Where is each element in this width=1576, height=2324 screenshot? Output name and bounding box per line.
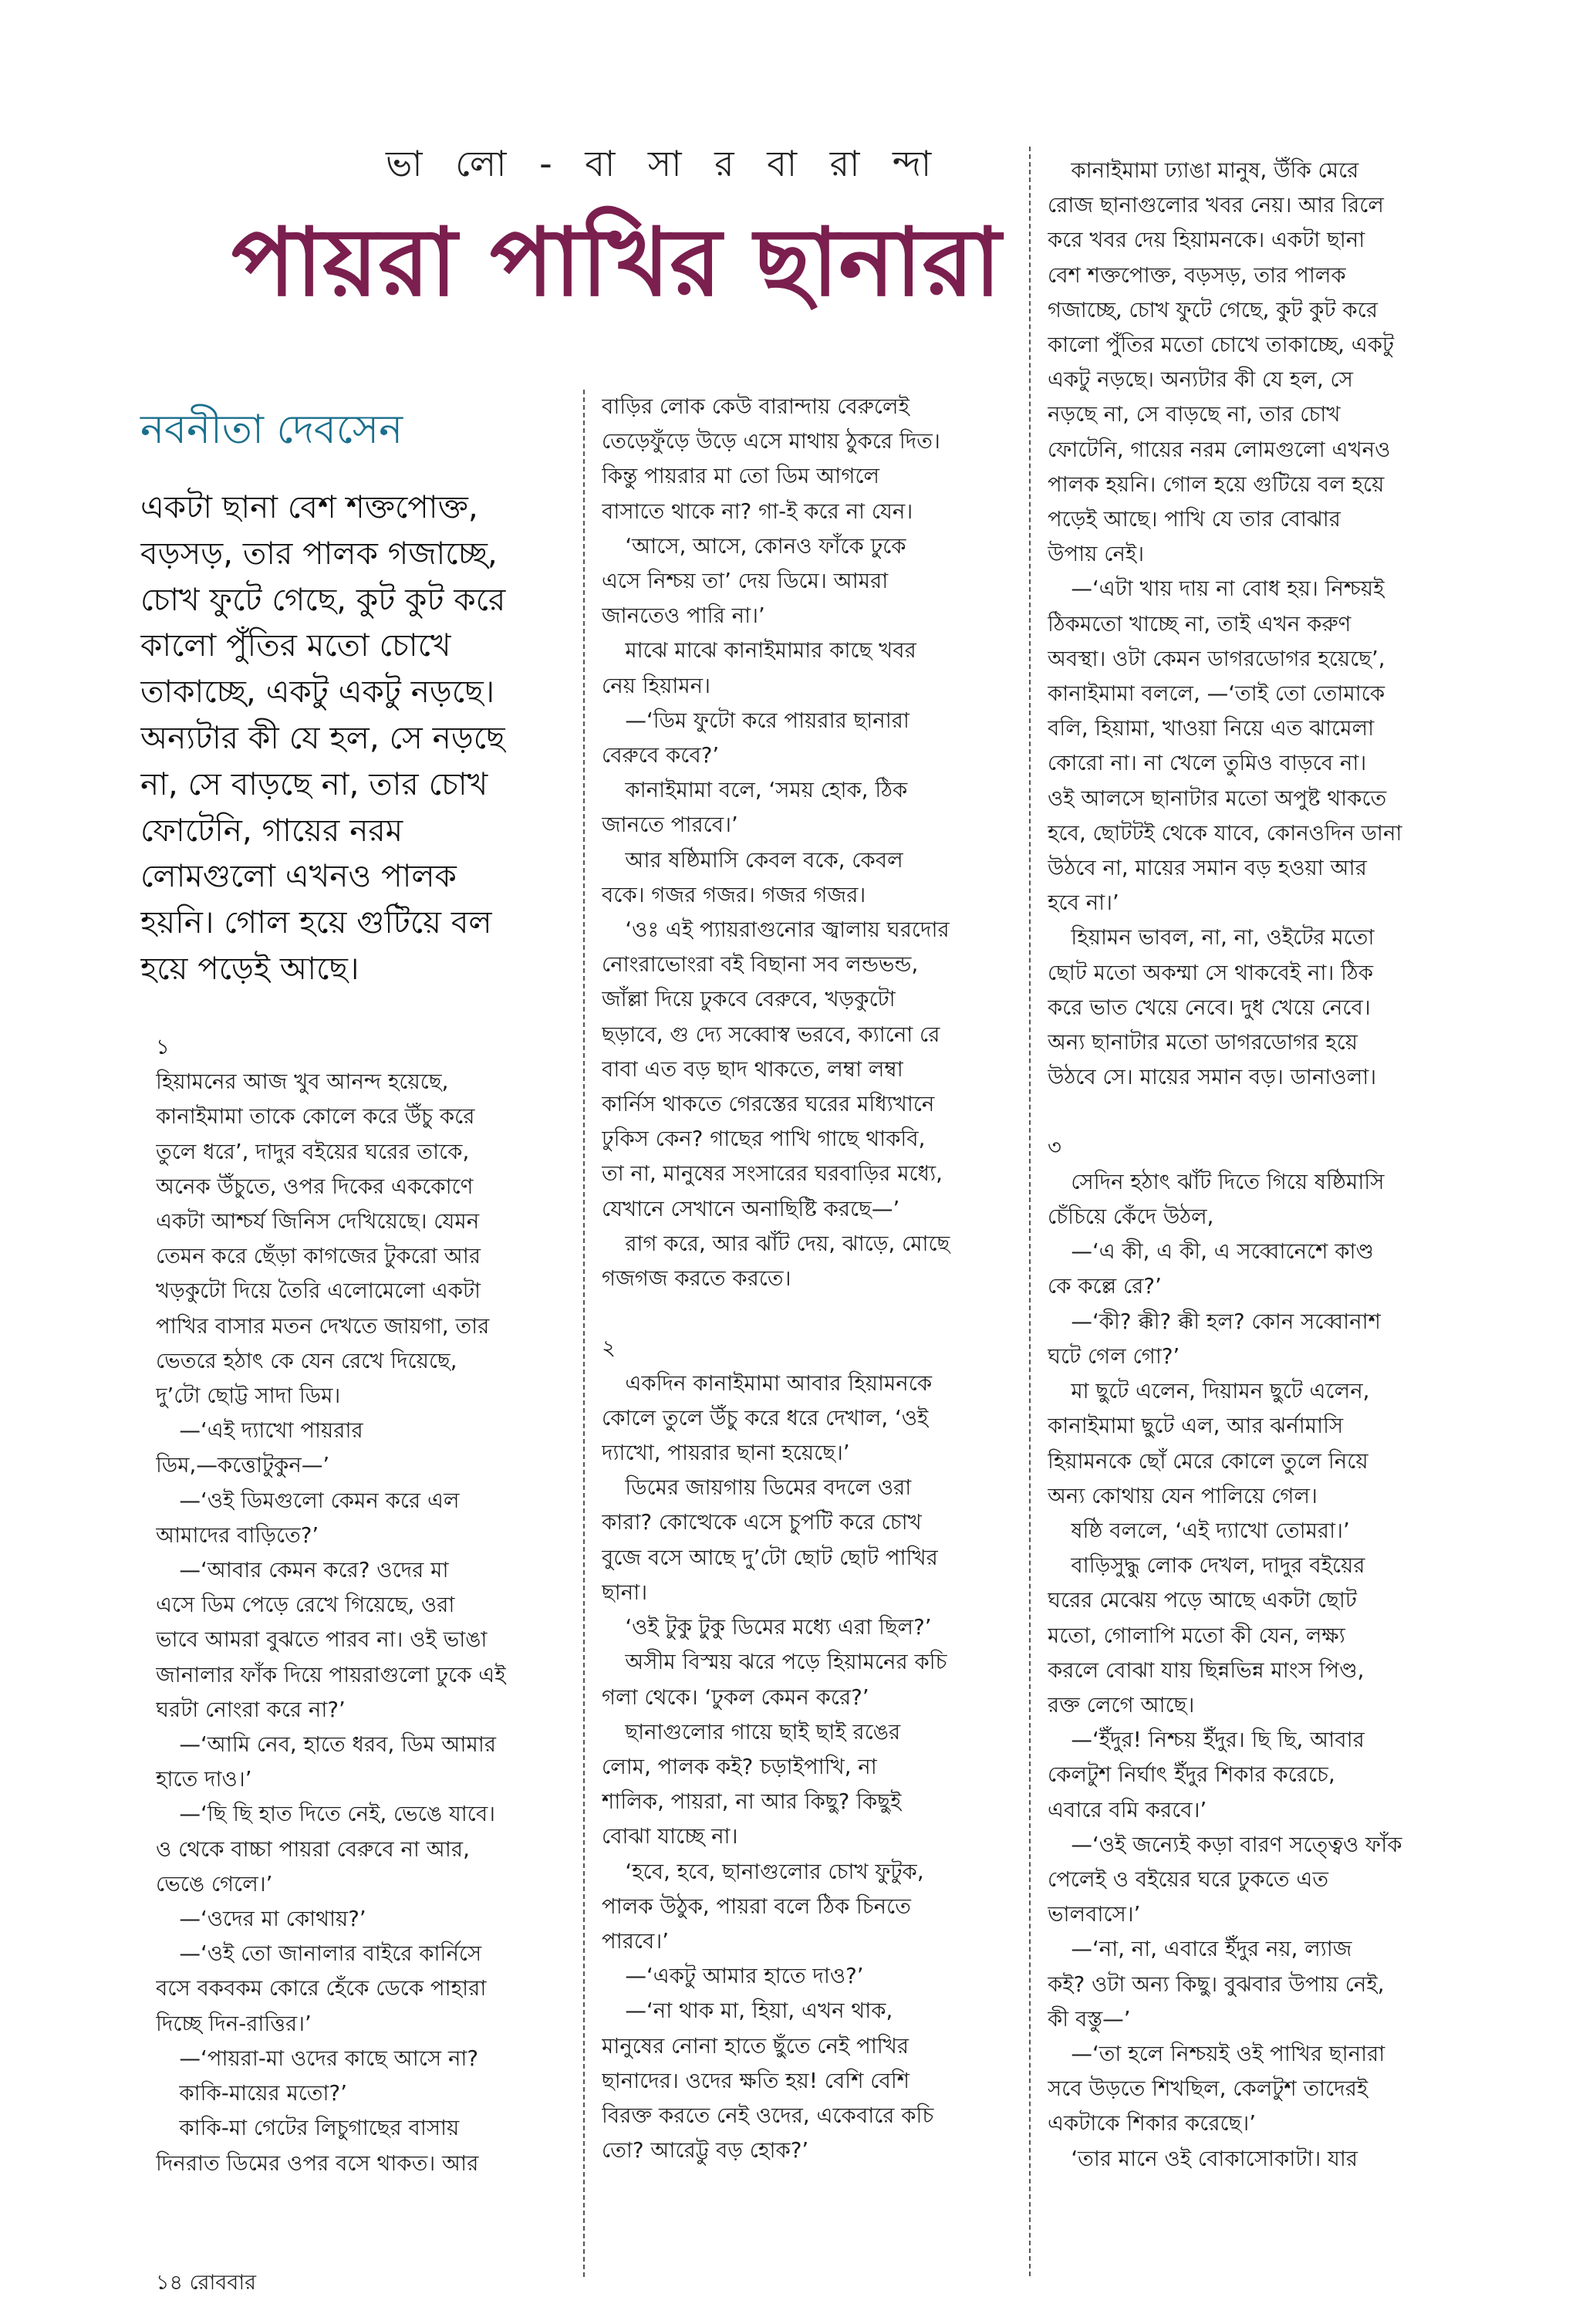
magazine-name: রোববার (189, 2271, 257, 2295)
column-divider (583, 390, 585, 2277)
text-line: অবস্থা। ওটা কেমন ডাগরডোগর হয়েছে’, (1048, 645, 1385, 671)
text-line: করে ভাত খেয়ে নেবে। দুধ খেয়ে নেবে। (1048, 994, 1371, 1020)
text-line: এবারে বমি করবে।’ (1048, 1796, 1207, 1822)
text-line: অন্য ছানাটার মতো ডাগরডোগর হয়ে (1048, 1029, 1358, 1056)
text-line: খড়কুটো দিয়ে তৈরি এলোমেলো একটা (156, 1278, 481, 1304)
text-line: কালো পুঁতির মতো চোখে তাকাচ্ছে, একটু (1048, 332, 1395, 358)
text-line: বাড়ির লোক কেউ বারান্দায় বেরুলেই (602, 394, 909, 419)
text-line: গলা থেকে। ‘ঢুকল কেমন করে?’ (602, 1684, 869, 1710)
text-line: হিয়ামনের আজ খুব আনন্দ হয়েছে, (156, 1069, 449, 1095)
text-line: তুলে ধরে’, দাদুর বইয়ের ঘরের তাকে, (156, 1138, 470, 1164)
text-line: ঘরটা নোংরা করে না?’ (156, 1696, 346, 1722)
text-line: ভাবে আমরা বুঝতে পারব না। ওই ভাঙা (156, 1626, 488, 1653)
text-line: রাগ করে, আর ঝাঁট দেয়, ঝাড়ে, মোছে (625, 1230, 950, 1256)
text-line: তা না, মানুষের সংসারের ঘরবাড়ির মধ্যে, (602, 1160, 943, 1187)
text-column-1 (156, 1029, 572, 2180)
text-line: ভেঙে গেলে।’ (156, 1870, 273, 1897)
text-line: কে কল্লে রে?’ (1048, 1273, 1162, 1299)
text-line: রক্ত লেগে আছে। (1048, 1691, 1195, 1718)
intro-line: হয়ে পড়েই আছে। (140, 949, 359, 987)
text-line: কী বস্তু—’ (1048, 2005, 1131, 2032)
text-line: জানালার ফাঁক দিয়ে পায়রাগুলো ঢুকে এই (156, 1661, 506, 1687)
text-line: ঠিকমতো খাচ্ছে না, তাই এখন করুণ (1048, 610, 1352, 637)
text-line: —‘আবার কেমন করে? ওদের মা (179, 1557, 449, 1583)
text-line: কাকি-মায়ের মতো?’ (179, 2080, 347, 2106)
text-line: বাসাতে থাকে না? গা-ই করে না যেন। (602, 498, 913, 524)
text-line: আমাদের বাড়িতে?’ (156, 1522, 319, 1548)
intro-line: অন্যটার কী যে হল, সে নড়ছে (140, 718, 505, 756)
text-line: এসে নিশ্চয় তা’ দেয় ডিমে। আমরা (602, 568, 889, 594)
column-divider (1029, 147, 1031, 2276)
intro-line: চোখ ফুটে গেছে, কুট কুট করে (140, 580, 506, 618)
page-footer (156, 2267, 256, 2302)
text-line: —‘এটা খায় দায় না বোধ হয়। নিশ্চয়ই (1071, 576, 1385, 602)
text-line: গজগজ করতে করতে। (602, 1265, 791, 1292)
text-line: কোলে তুলে উঁচু করে ধরে দেখাল, ‘ওই (602, 1404, 929, 1431)
text-line: আর ষষ্ঠিমাসি কেবল বকে, কেবল (625, 846, 903, 873)
text-line: বোঝা যাচ্ছে না। (602, 1823, 738, 1849)
section-label: ভা লো - বা সা র বা রা ন্দা (386, 143, 943, 184)
text-line: একটু নড়ছে। অন্যটার কী যে হল, সে (1048, 367, 1353, 393)
article-title: পায়রা পাখির ছানারা (231, 206, 1001, 317)
text-line: ডিম,—কত্তোটুকুন—’ (156, 1452, 330, 1478)
text-line: কানাইমামা ঢ্যাঙা মানুষ, উঁকি মেরে (1071, 157, 1359, 183)
text-line: এসে ডিম পেড়ে রেখে গিয়েছে, ওরা (156, 1592, 455, 1618)
intro-line: ফোটেনি, গায়ের নরম (140, 811, 403, 849)
text-line: —‘এই দ্যাখো পায়রার (179, 1417, 363, 1444)
text-line: হবে না।’ (1048, 890, 1119, 916)
text-line: জানতেও পারি না।’ (602, 603, 765, 629)
text-line: কোরো না। না খেলে তুমিও বাড়বে না। (1048, 750, 1367, 776)
text-line: কাকি-মা গেটের লিচুগাছের বাসায় (179, 2115, 460, 2141)
text-line: দিনরাত ডিমের ওপর বসে থাকত। আর (156, 2150, 479, 2176)
text-line: শালিক, পায়রা, না আর কিছু? কিছুই (602, 1789, 902, 1815)
text-line: —‘ওই ডিমগুলো কেমন করে এল (179, 1487, 460, 1513)
text-line: বলি, হিয়ামা, খাওয়া নিয়ে এত ঝামেলা (1048, 715, 1375, 741)
text-line: পাখির বাসার মতন দেখতে জায়গা, তার (156, 1312, 490, 1339)
text-line: একদিন কানাইমামা আবার হিয়ামনকে (625, 1370, 933, 1396)
text-line: ‘তার মানে ওই বোকাসোকাটা। যার (1071, 2145, 1358, 2171)
text-line: ছড়াবে, গু দ্যে সব্বোস্ব ভরবে, ক্যানো রে (602, 1021, 940, 1047)
intro-line: হয়নি। গোল হয়ে গুটিয়ে বল (140, 904, 492, 941)
text-line: —‘ওদের মা কোথায়?’ (179, 1906, 366, 1932)
text-line: অন্য কোথায় যেন পালিয়ে গেল। (1048, 1482, 1318, 1508)
intro-line: কালো পুঁতির মতো চোখে (140, 627, 451, 664)
section-number: ১ (156, 1034, 170, 1059)
text-line: ফোটেনি, গায়ের নরম লোমগুলো এখনও (1048, 436, 1391, 462)
text-line: মা ছুটে এলেন, দিয়ামন ছুটে এলেন, (1071, 1378, 1370, 1404)
intro-line: তাকাচ্ছে, একটু একটু নড়ছে। (140, 673, 495, 711)
text-line: —‘পায়রা-মা ওদের কাছে আসে না? (179, 2045, 479, 2071)
text-line: উঠবে না, মায়ের সমান বড় হওয়া আর (1048, 855, 1367, 881)
text-line: বেরুবে কবে?’ (602, 742, 720, 768)
text-line: কেলটুশ নির্ঘাৎ ইঁদুর শিকার করেচে, (1048, 1762, 1335, 1788)
text-line: মানুষের নোনা হাতে ছুঁতে নেই পাখির (602, 2032, 909, 2059)
text-line: হিয়ামনকে ছোঁ মেরে কোলে তুলে নিয়ে (1048, 1447, 1368, 1474)
text-line: —‘ইঁদুর! নিশ্চয় ইঁদুর। ছি ছি, আবার (1071, 1727, 1365, 1753)
text-line: ‘হবে, হবে, ছানাগুলোর চোখ ফুটুক, (625, 1858, 924, 1884)
text-line: কারা? কোত্থেকে এসে চুপটি করে চোখ (602, 1509, 922, 1535)
text-line: কানাইমামা বলে, ‘সময় হোক, ঠিক (625, 777, 908, 803)
text-line: ঘরের মেঝেয় পড়ে আছে একটা ছোট (1048, 1587, 1357, 1613)
text-line: —‘ছি ছি হাত দিতে নেই, ভেঙে যাবে। (179, 1801, 496, 1827)
text-line: সেদিন হঠাৎ ঝাঁট দিতে গিয়ে ষষ্ঠিমাসি (1071, 1168, 1385, 1194)
text-line: হিয়ামন ভাবল, না, না, ওইটের মতো (1071, 924, 1375, 951)
text-line: বুজে বসে আছে দু’টো ছোট ছোট পাখির (602, 1544, 938, 1570)
text-line: জাঁল্লা দিয়ে ঢুকবে বেরুবে, খড়কুটো (602, 986, 896, 1012)
text-line: নোংরাভোংরা বই বিছানা সব লন্ডভন্ড, (602, 951, 919, 978)
text-line: ছানা। (602, 1579, 648, 1605)
text-line: ‘ওই টুকু টুকু ডিমের মধ্যে এরা ছিল?’ (625, 1614, 932, 1640)
text-line: অসীম বিস্ময় ঝরে পড়ে হিয়ামনের কচি (625, 1649, 947, 1675)
text-line: ও থেকে বাচ্চা পায়রা বেরুবে না আর, (156, 1836, 470, 1862)
text-line: দ্যাখো, পায়রার ছানা হয়েছে।’ (602, 1440, 850, 1466)
text-line: একটা আশ্চর্য জিনিস দেখিয়েছে। যেমন (156, 1208, 480, 1235)
text-line: অনেক উঁচুতে, ওপর দিকের এককোণে (156, 1173, 474, 1199)
text-line: করলে বোঝা যায় ছিন্নভিন্ন মাংস পিণ্ড, (1048, 1657, 1365, 1683)
intro-line: বড়সড়, তার পালক গজাচ্ছে, (140, 534, 498, 572)
text-line: —‘একটু আমার হাতে দাও?’ (625, 1963, 864, 1989)
text-line: পেলেই ও বইয়ের ঘরে ঢুকতে এত (1048, 1866, 1329, 1892)
text-line: বাবা এত বড় ছাদ থাকতে, লম্বা লম্বা (602, 1056, 903, 1082)
text-line: ‘ওঃ এই প্যায়রাগুনোর জ্বালায় ঘরদোর (625, 917, 950, 943)
text-line: বকে। গজর গজর। গজর গজর। (602, 881, 866, 907)
text-line: ওই আলসে ছানাটার মতো অপুষ্ট থাকতে (1048, 785, 1387, 811)
text-line: পালক উঠুক, পায়রা বলে ঠিক চিনতে (602, 1893, 911, 1919)
text-line: নেয় হিয়ামন। (602, 672, 710, 698)
text-line: কানাইমামা তাকে কোলে করে উঁচু করে (156, 1103, 475, 1130)
text-line: উঠবে সে। মায়ের সমান বড়। ডানাওলা। (1048, 1064, 1377, 1090)
text-line: কানাইমামা ছুটে এল, আর ঝর্নামাসি (1048, 1413, 1344, 1439)
paragraph-gap (602, 1295, 1003, 1330)
text-line: —‘ওই তো জানালার বাইরে কার্নিসে (179, 1941, 482, 1967)
text-line: করে খবর দেয় হিয়ামনকে। একটা ছানা (1048, 227, 1365, 253)
text-line: ছোট মতো অকম্মা সে থাকবেই না। ঠিক (1048, 959, 1374, 985)
text-line: —‘না, না, এবারে ইঁদুর নয়, ল্যাজ (1071, 1936, 1352, 1962)
intro-blurb (140, 485, 557, 992)
text-line: —‘না থাক মা, হিয়া, এখন থাক, (625, 1998, 893, 2024)
text-line: পড়েই আছে। পাখি যে তার বোঝার (1048, 506, 1341, 532)
text-line: কই? ওটা অন্য কিছু। বুঝবার উপায় নেই, (1048, 1971, 1385, 1997)
text-line: লোম, পালক কই? চড়াইপাখি, না (602, 1753, 877, 1779)
text-line: —‘তা হলে নিশ্চয়ই ওই পাখির ছানারা (1071, 2040, 1385, 2066)
text-line: কার্নিস থাকতে গেরস্তের ঘরের মধ্যিখানে (602, 1091, 935, 1117)
paragraph-gap (1048, 1094, 1464, 1129)
text-line: হবে, ছোটটই থেকে যাবে, কোনওদিন ডানা (1048, 819, 1402, 846)
text-line: ভালবাসে।’ (1048, 1901, 1141, 1927)
text-line: জানতে পারবে।’ (602, 812, 738, 838)
text-line: ছানাগুলোর গায়ে ছাই ছাই রঙের (625, 1718, 901, 1745)
text-line: উপায় নেই। (1048, 541, 1145, 567)
intro-line: লোমগুলো এখনও পালক (140, 857, 457, 895)
text-line: রোজ ছানাগুলোর খবর নেয়। আর রিলে (1048, 192, 1384, 218)
section-number: ২ (602, 1335, 616, 1361)
text-column-2 (602, 389, 1003, 2167)
text-line: সবে উড়তে শিখছিল, কেলটুশ তাদেরই (1048, 2076, 1368, 2102)
text-line: তো? আরেট্টু বড় হোক?’ (602, 2137, 809, 2164)
text-line: —‘ডিম ফুটো করে পায়রার ছানারা (625, 707, 909, 733)
text-line: নড়ছে না, সে বাড়ছে না, তার চোখ (1048, 401, 1341, 427)
text-line: হাতে দাও।’ (156, 1766, 252, 1792)
intro-line: না, সে বাড়ছে না, তার চোখ (140, 765, 488, 802)
text-line: কিন্তু পায়রার মা তো ডিম আগলে (602, 463, 880, 489)
text-line: ‘আসে, আসে, কোনও ফাঁকে ঢুকে (625, 532, 906, 559)
text-line: ঢুকিস কেন? গাছের পাখি গাছে থাকবি, (602, 1126, 926, 1152)
text-line: —‘ওই জন্যেই কড়া বারণ সত্ত্বেও ফাঁক (1071, 1831, 1402, 1857)
text-line: ছানাদের। ওদের ক্ষতি হয়! বেশি বেশি (602, 2067, 910, 2093)
text-line: বিরক্ত করতে নেই ওদের, একেবারে কচি (602, 2102, 934, 2128)
text-line: ভেতরে হঠাৎ কে যেন রেখে দিয়েছে, (156, 1347, 457, 1373)
text-line: তেড়েফুঁড়ে উড়ে এসে মাথায় ঠুকরে দিত। (602, 428, 940, 454)
text-line: চেঁচিয়ে কেঁদে উঠল, (1048, 1204, 1214, 1230)
text-line: —‘এ কী, এ কী, এ সব্বোনেশে কাণ্ড (1071, 1238, 1374, 1265)
text-line: দিচ্ছে দিন-রাত্তির।’ (156, 2010, 312, 2036)
text-line: ডিমের জায়গায় ডিমের বদলে ওরা (625, 1474, 912, 1501)
author-name: নবনীতা দেবসেন (140, 407, 403, 453)
text-line: একটাকে শিকার করেছে।’ (1048, 2110, 1256, 2137)
page-number: ১৪ (156, 2271, 184, 2295)
text-line: দু’টো ছোট্ট সাদা ডিম। (156, 1383, 341, 1409)
text-line: ষষ্ঠি বললে, ‘এই দ্যাখো তোমরা।’ (1071, 1517, 1350, 1543)
intro-line: একটা ছানা বেশ শক্তপোক্ত, (140, 488, 478, 525)
text-line: তেমন করে ছেঁড়া কাগজের টুকরো আর (156, 1243, 481, 1269)
text-line: পারবে।’ (602, 1927, 669, 1954)
text-line: কানাইমামা বললে, —‘তাই তো তোমাকে (1048, 681, 1385, 707)
text-line: মাঝে মাঝে কানাইমামার কাছে খবর (625, 637, 916, 664)
text-column-3 (1048, 153, 1464, 2176)
text-line: যেখানে সেখানে অনাছিষ্টি করছে—’ (602, 1195, 900, 1221)
text-line: —‘কী? ক্কী? ক্কী হল? কোন সব্বোনাশ (1071, 1308, 1381, 1334)
text-line: বেশ শক্তপোক্ত, বড়সড়, তার পালক (1048, 262, 1346, 288)
text-line: মতো, গোলাপি মতো কী যেন, লক্ষ্য (1048, 1622, 1345, 1648)
text-line: বসে বকবকম কোরে হেঁকে ডেকে পাহারা (156, 1975, 487, 2001)
text-line: গজাচ্ছে, চোখ ফুটে গেছে, কুট কুট করে (1048, 296, 1378, 323)
text-line: ঘটে গেল গো?’ (1048, 1343, 1180, 1369)
text-line: —‘আমি নেব, হাতে ধরব, ডিম আমার (179, 1731, 497, 1758)
section-number: ৩ (1048, 1133, 1061, 1160)
text-line: বাড়িসুদ্ধু লোক দেখল, দাদুর বইয়ের (1071, 1552, 1365, 1579)
text-line: পালক হয়নি। গোল হয়ে গুটিয়ে বল হয়ে (1048, 471, 1385, 497)
